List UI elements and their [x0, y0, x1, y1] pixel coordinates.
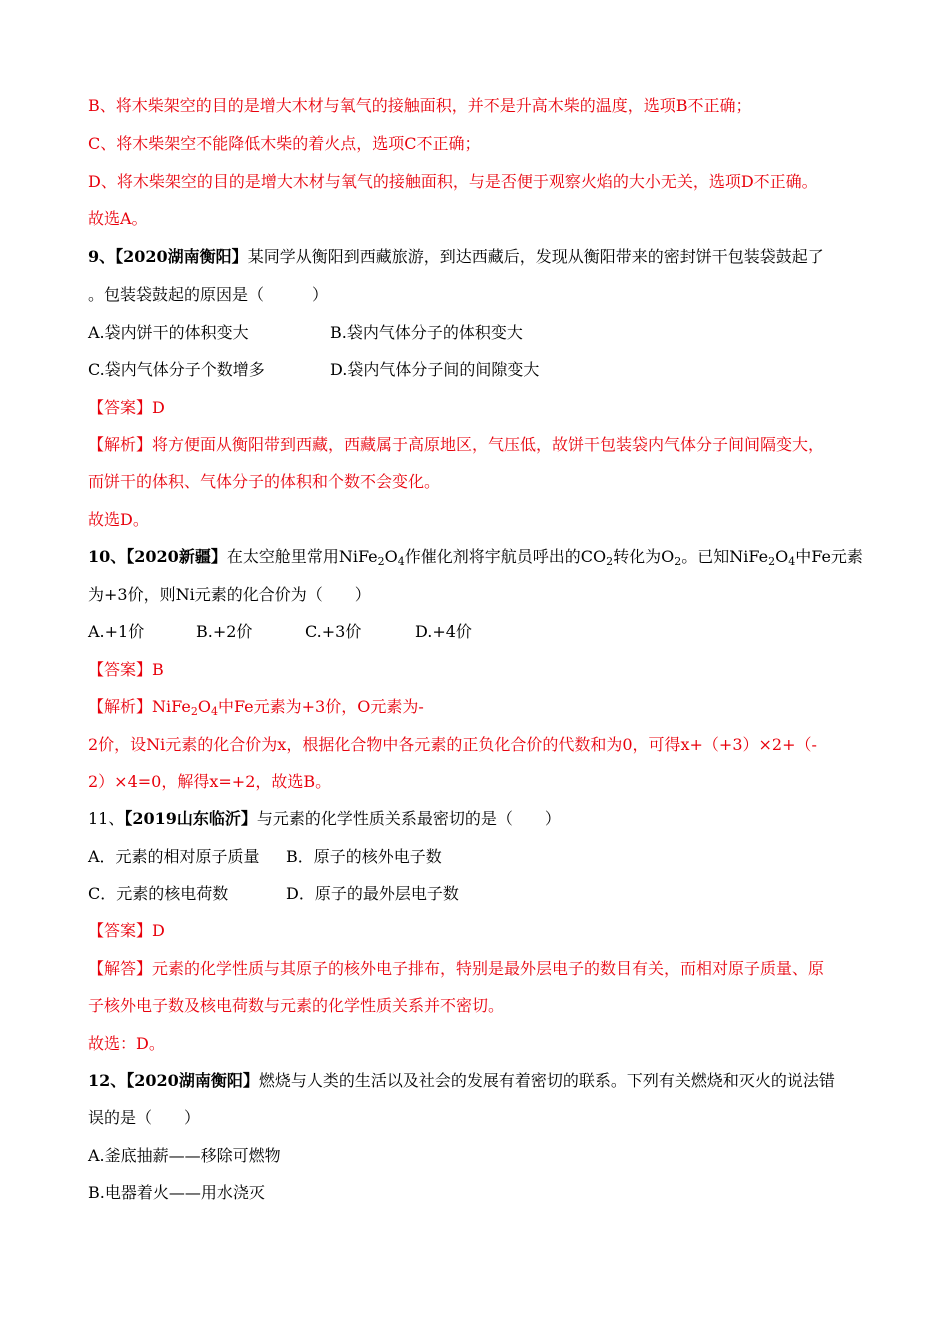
- answer-label: 【答案】: [88, 921, 153, 940]
- analysis-text: 将方便面从衡阳带到西藏，西藏属于高原地区，气压低，故饼干包装袋内气体分子间间隔变大，: [152, 435, 825, 454]
- question-12-stem: [88, 1071, 835, 1091]
- question-12-option-a: A.釜底抽薪——移除可燃物: [88, 1146, 281, 1165]
- subscript: 2: [768, 555, 776, 568]
- option-a: A．元素的相对原子质量: [88, 847, 260, 866]
- option-d: D.袋内气体分子间的间隙变大: [330, 360, 540, 379]
- prev-explanation-d: D、将木柴架空的目的是增大木材与氧气的接触面积，与是否便于观察火焰的大小无关，选项D不正确。: [88, 172, 818, 191]
- question-9-analysis: [88, 435, 824, 455]
- answer-value: D: [152, 398, 165, 417]
- question-number: 10、: [88, 547, 127, 566]
- option-c: C．元素的核电荷数: [88, 884, 229, 903]
- question-12-option-b: B.电器着火——用水浇灭: [88, 1183, 265, 1202]
- question-9-conclusion: 故选D。: [88, 510, 149, 529]
- question-11-conclusion: 故选：D。: [88, 1034, 165, 1053]
- analysis-label: 【解析】: [88, 435, 153, 454]
- subscript: 4: [788, 555, 796, 568]
- question-11-answer: [88, 921, 165, 941]
- question-10-stem: [88, 547, 863, 567]
- question-text: O: [775, 547, 789, 566]
- question-11-options-row1: [88, 847, 442, 867]
- question-9-stem-cont: 。包装袋鼓起的原因是（ ）: [88, 285, 329, 304]
- question-12-stem-cont: 误的是（ ）: [88, 1108, 201, 1127]
- option-b: B.+2价: [196, 622, 253, 641]
- question-10-stem-cont: 为+3价，则Ni元素的化合价为（ ）: [88, 585, 371, 604]
- prev-explanation-b: B、将木柴架空的目的是增大木材与氧气的接触面积，并不是升高木柴的温度，选项B不正确；: [88, 96, 752, 115]
- answer-value: D: [152, 921, 165, 940]
- subscript: 2: [606, 555, 614, 568]
- option-d: D．原子的最外层电子数: [286, 884, 459, 903]
- option-b: B.袋内气体分子的体积变大: [330, 323, 523, 342]
- subscript: 4: [210, 705, 218, 718]
- question-10-answer: [88, 660, 164, 680]
- question-source: 【2020湖南衡阳】: [126, 1071, 259, 1090]
- question-text: 某同学从衡阳到西藏旅游，到达西藏后，发现从衡阳带来的密封饼干包装袋鼓起了: [247, 247, 824, 266]
- question-source: 【2020新疆】: [126, 547, 227, 566]
- subscript: 4: [397, 555, 405, 568]
- question-text: 作催化剂将宇航员呼出的CO: [404, 547, 607, 566]
- subscript: 2: [190, 705, 198, 718]
- prev-conclusion: 故选A。: [88, 209, 148, 228]
- option-c: C.+3价: [305, 622, 362, 641]
- option-b: B．原子的核外电子数: [286, 847, 442, 866]
- question-11-options-row2: [88, 884, 459, 904]
- question-text: 。已知NiFe: [681, 547, 769, 566]
- option-d: D.+4价: [415, 622, 472, 641]
- question-10-analysis-cont: 2价，设Ni元素的化合价为x，根据化合物中各元素的正负化合价的代数和为0，可得x+（+3）×2+（-: [88, 735, 817, 754]
- question-number: 9、: [88, 247, 116, 266]
- question-9-stem: [88, 247, 824, 267]
- prev-explanation-c: C、将木柴架空不能降低木柴的着火点，选项C不正确；: [88, 134, 481, 153]
- analysis-label: 【解析】: [88, 697, 153, 716]
- question-text: O: [384, 547, 398, 566]
- question-text: 在太空舱里常用NiFe: [226, 547, 378, 566]
- question-text: 转化为O: [613, 547, 675, 566]
- question-10-analysis-cont2: 2）×4=0，解得x=+2，故选B。: [88, 772, 332, 791]
- option-c: C.袋内气体分子个数增多: [88, 360, 265, 379]
- question-text: 与元素的化学性质关系最密切的是（ ）: [256, 809, 561, 828]
- answer-label: 【答案】: [88, 398, 153, 417]
- question-number: 12、: [88, 1071, 127, 1090]
- analysis-text: 中Fe元素为+3价，O元素为-: [217, 697, 424, 716]
- option-a: A.袋内饼干的体积变大: [88, 323, 249, 342]
- question-9-answer: [88, 398, 165, 418]
- subscript: 2: [377, 555, 385, 568]
- analysis-text: 元素的化学性质与其原子的核外电子排布，特别是最外层电子的数目有关，而相对原子质量、原: [152, 959, 825, 978]
- answer-value: B: [152, 660, 164, 679]
- question-9-analysis-cont: 而饼干的体积、气体分子的体积和个数不会变化。: [88, 472, 441, 491]
- subscript: 2: [674, 555, 682, 568]
- question-source: 【2019山东临沂】: [124, 809, 257, 828]
- question-11-analysis-cont: 子核外电子数及核电荷数与元素的化学性质关系并不密切。: [88, 996, 505, 1015]
- question-source: 【2020湖南衡阳】: [115, 247, 248, 266]
- analysis-label: 【解答】: [88, 959, 153, 978]
- question-11-analysis: [88, 959, 824, 979]
- question-10-options: [88, 622, 472, 642]
- question-9-options-row1: [88, 323, 523, 343]
- option-a: A.+1价: [88, 622, 145, 641]
- analysis-text: NiFe: [152, 697, 191, 716]
- question-9-options-row2: [88, 360, 539, 380]
- question-10-analysis: [88, 697, 424, 717]
- analysis-text: O: [197, 697, 211, 716]
- answer-label: 【答案】: [88, 660, 153, 679]
- question-11-stem: [88, 809, 561, 829]
- question-text: 中Fe元素: [795, 547, 863, 566]
- question-text: 燃烧与人类的生活以及社会的发展有着密切的联系。下列有关燃烧和灭火的说法错: [258, 1071, 835, 1090]
- question-number: 11、: [88, 809, 125, 828]
